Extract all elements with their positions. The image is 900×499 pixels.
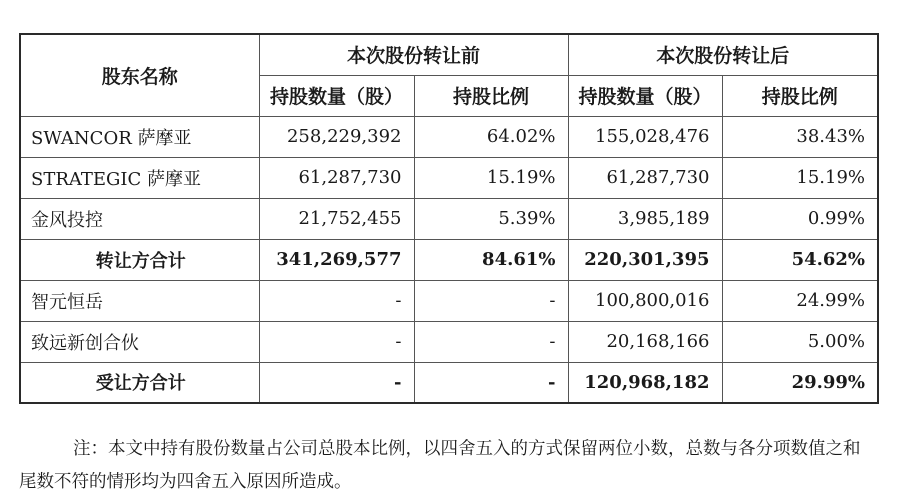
cell-shareholder-name: 智元恒岳 (20, 280, 259, 321)
table-row (20, 321, 878, 362)
cell-after-ratio: 54.62% (722, 239, 878, 280)
cell-after-shares: 3,985,189 (568, 198, 722, 239)
table-row (20, 116, 878, 157)
cell-after-ratio: 15.19% (722, 157, 878, 198)
cell-after-shares: 61,287,730 (568, 157, 722, 198)
header-before-shares: 持股数量（股） (259, 75, 414, 116)
cell-before-shares: - (259, 362, 414, 403)
cell-before-shares: 21,752,455 (259, 198, 414, 239)
header-after-ratio: 持股比例 (722, 75, 878, 116)
cell-before-shares: - (259, 280, 414, 321)
cell-shareholder-name: SWANCOR 萨摩亚 (20, 116, 259, 157)
cell-shareholder-name: STRATEGIC 萨摩亚 (20, 157, 259, 198)
cell-shareholder-name: 受让方合计 (20, 362, 259, 403)
table-row (20, 157, 878, 198)
cell-shareholder-name: 转让方合计 (20, 239, 259, 280)
shareholding-table-container (19, 33, 877, 404)
cell-before-shares: 61,287,730 (259, 157, 414, 198)
cell-after-shares: 155,028,476 (568, 116, 722, 157)
cell-after-shares: 20,168,166 (568, 321, 722, 362)
cell-before-shares: 341,269,577 (259, 239, 414, 280)
header-after-transfer: 本次股份转让后 (568, 34, 878, 75)
cell-shareholder-name: 金风投控 (20, 198, 259, 239)
table-row (20, 198, 878, 239)
cell-after-ratio: 29.99% (722, 362, 878, 403)
table-row (20, 280, 878, 321)
cell-before-ratio: 15.19% (414, 157, 568, 198)
cell-before-ratio: 5.39% (414, 198, 568, 239)
cell-before-ratio: - (414, 362, 568, 403)
cell-shareholder-name: 致远新创合伙 (20, 321, 259, 362)
cell-after-ratio: 24.99% (722, 280, 878, 321)
cell-after-shares: 120,968,182 (568, 362, 722, 403)
table-body (20, 116, 878, 403)
cell-after-ratio: 0.99% (722, 198, 878, 239)
header-before-transfer: 本次股份转让前 (259, 34, 568, 75)
cell-after-shares: 100,800,016 (568, 280, 722, 321)
cell-after-ratio: 38.43% (722, 116, 878, 157)
table-footnote: 注：本文中持有股份数量占公司总股本比例，以四舍五入的方式保留两位小数，总数与各分项数值之和尾数不符的情形均为四舍五入原因所造成。 (19, 438, 861, 492)
cell-before-shares: - (259, 321, 414, 362)
cell-before-ratio: - (414, 280, 568, 321)
table-row-transferee-subtotal (20, 362, 878, 403)
cell-before-ratio: 64.02% (414, 116, 568, 157)
table-header (20, 34, 878, 116)
cell-after-ratio: 5.00% (722, 321, 878, 362)
header-shareholder-name: 股东名称 (20, 34, 259, 116)
shareholding-table (19, 33, 879, 404)
cell-before-ratio: 84.61% (414, 239, 568, 280)
table-row-transferor-subtotal (20, 239, 878, 280)
cell-before-ratio: - (414, 321, 568, 362)
header-before-ratio: 持股比例 (414, 75, 568, 116)
header-after-shares: 持股数量（股） (568, 75, 722, 116)
cell-before-shares: 258,229,392 (259, 116, 414, 157)
cell-after-shares: 220,301,395 (568, 239, 722, 280)
